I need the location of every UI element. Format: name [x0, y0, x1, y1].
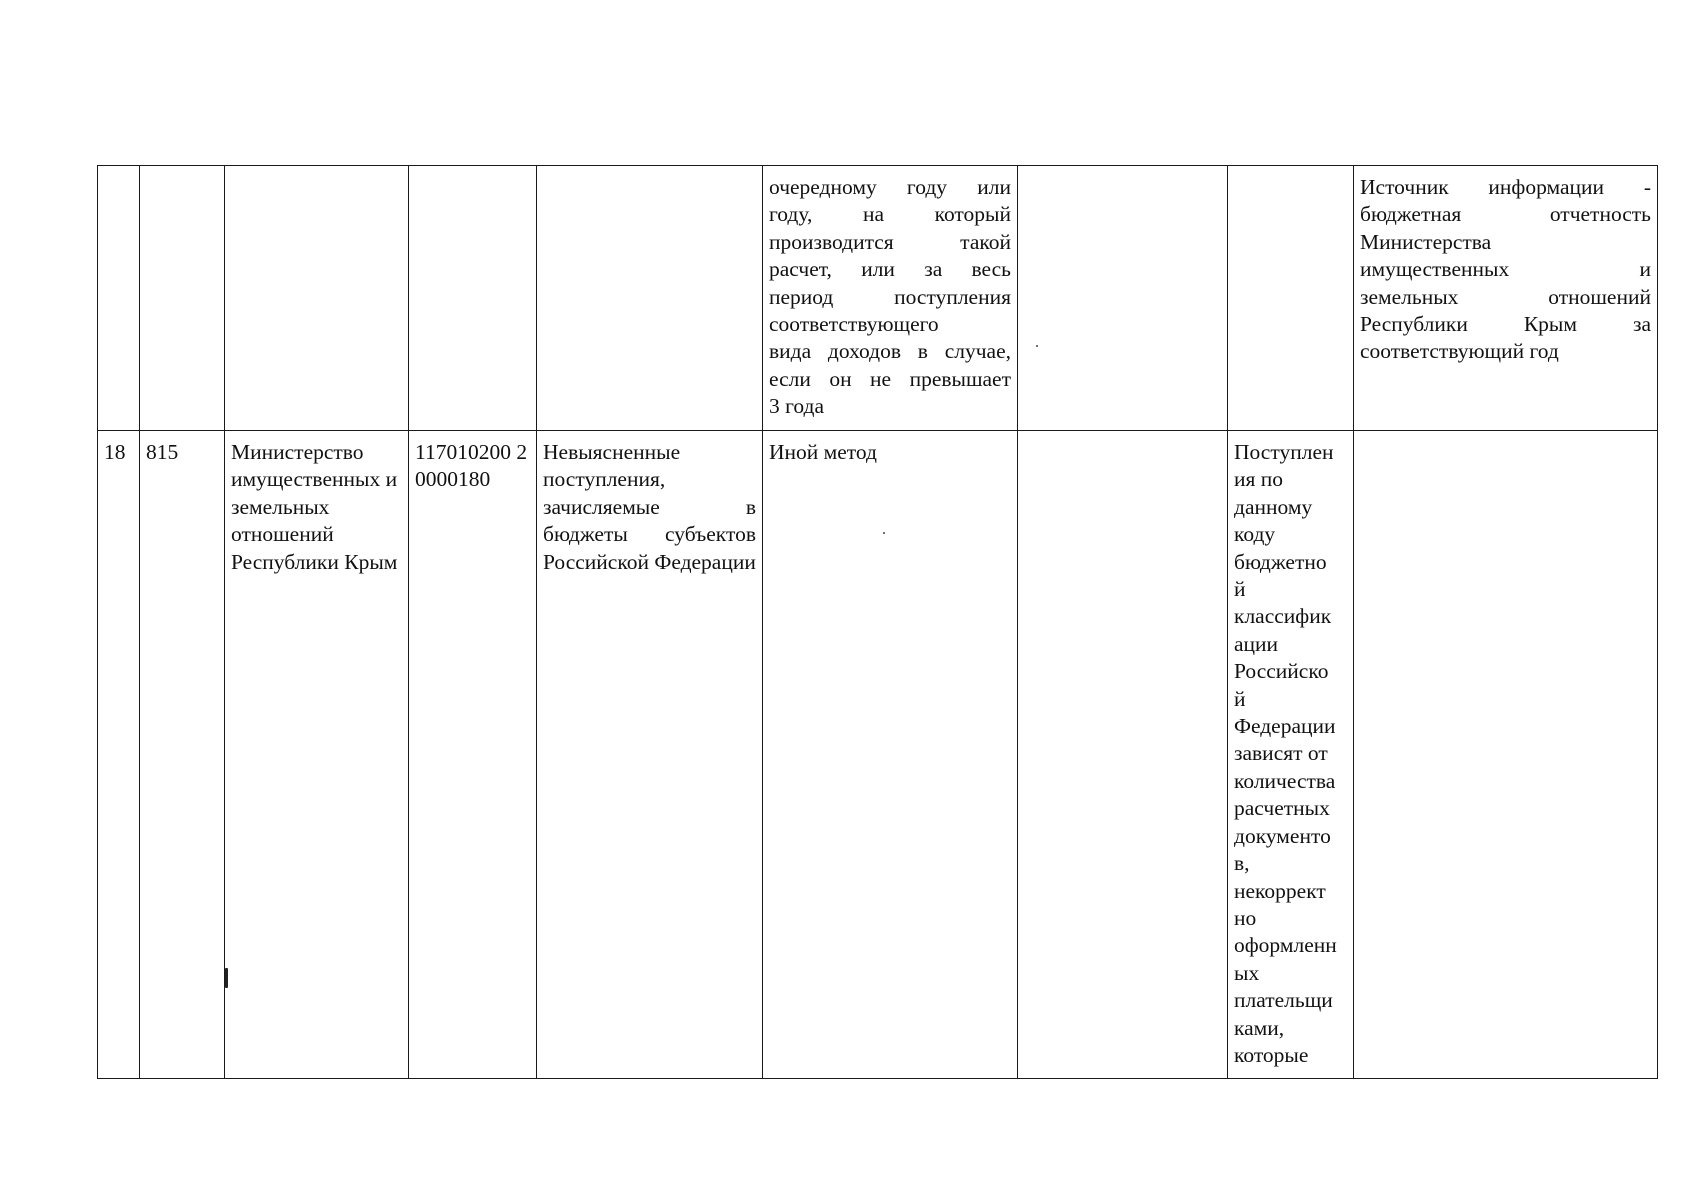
algorithm-line: ых: [1234, 960, 1260, 985]
admin-name: Министерство имущественных и земельных отношений Республики Крым: [225, 431, 409, 1079]
algorithm-line: но: [1234, 905, 1257, 930]
cell-method: [763, 166, 1018, 431]
algorithm-line: некоррект: [1234, 878, 1326, 903]
table-row-18: [98, 431, 1658, 1079]
scan-speck: [1036, 345, 1038, 347]
source-line: Источник информации -: [1360, 175, 1651, 199]
cell-formula: [1018, 166, 1228, 431]
source-line: Республики Крым за: [1360, 312, 1651, 337]
scan-speck: [225, 968, 228, 988]
source-line: бюджетная отчетность: [1360, 202, 1651, 227]
source: [1354, 431, 1658, 1079]
algorithm: [1228, 431, 1354, 1079]
row-number: 18: [98, 431, 140, 1079]
cell-number: [98, 166, 140, 431]
algorithm-line: расчетных: [1234, 796, 1330, 821]
algorithm-line: Поступлен: [1234, 440, 1334, 464]
cell-admin-name: [225, 166, 409, 431]
method-line: если он не превышает: [769, 366, 1011, 391]
cell-income-name: [537, 166, 763, 431]
algorithm-line: коду: [1234, 522, 1276, 547]
algorithm-line: й: [1234, 577, 1246, 602]
source-line: земельных отношений: [1360, 284, 1651, 309]
method-line: вида доходов в случае,: [769, 339, 1011, 364]
source-line: соответствующий год: [1360, 339, 1559, 364]
algorithm-line: количества: [1234, 768, 1336, 793]
algorithm-line: плательщи: [1234, 988, 1333, 1013]
table-row-continuation: [98, 166, 1658, 431]
cell-source: [1354, 166, 1658, 431]
algorithm-line: Федерации: [1234, 714, 1336, 739]
method-line: производится такой: [769, 229, 1011, 254]
algorithm-line: в,: [1234, 851, 1250, 876]
admin-code: 815: [140, 431, 225, 1079]
source-line: Министерства: [1360, 229, 1492, 254]
algorithm-line: ками,: [1234, 1015, 1285, 1040]
method-line: расчет, или за весь: [769, 257, 1011, 282]
algorithm-line: й: [1234, 686, 1246, 711]
cell-admin-code: [140, 166, 225, 431]
revenue-forecast-table: [97, 165, 1658, 1079]
income-name: Невыясненные поступления, зачисляемые в бюджеты субъектов Российской Федерации: [537, 431, 763, 1079]
algorithm-line: классифик: [1234, 604, 1332, 629]
method-line: 3 года: [769, 394, 825, 419]
cell-kbk-code: [409, 166, 537, 431]
method-line: период поступления: [769, 284, 1011, 309]
cell-algorithm: [1228, 166, 1354, 431]
algorithm-line: Российско: [1234, 659, 1329, 684]
kbk-code: 117010200 20000180: [409, 431, 537, 1079]
algorithm-line: зависят от: [1234, 741, 1328, 766]
method: Иной метод: [763, 431, 1018, 1079]
scan-speck: [883, 532, 885, 534]
algorithm-line: ия по: [1234, 467, 1284, 492]
method-line: очередному году или: [769, 175, 1011, 199]
algorithm-line: документо: [1234, 823, 1331, 848]
algorithm-line: оформленн: [1234, 933, 1337, 958]
algorithm-line: данному: [1234, 494, 1313, 519]
algorithm-line: ации: [1234, 631, 1279, 656]
source-line: имущественных и: [1360, 257, 1651, 282]
algorithm-line: бюджетно: [1234, 549, 1327, 574]
method-line: соответствующего: [769, 312, 939, 337]
method-line: году, на который: [769, 202, 1011, 227]
formula: [1018, 431, 1228, 1079]
algorithm-line: которые: [1234, 1042, 1309, 1067]
